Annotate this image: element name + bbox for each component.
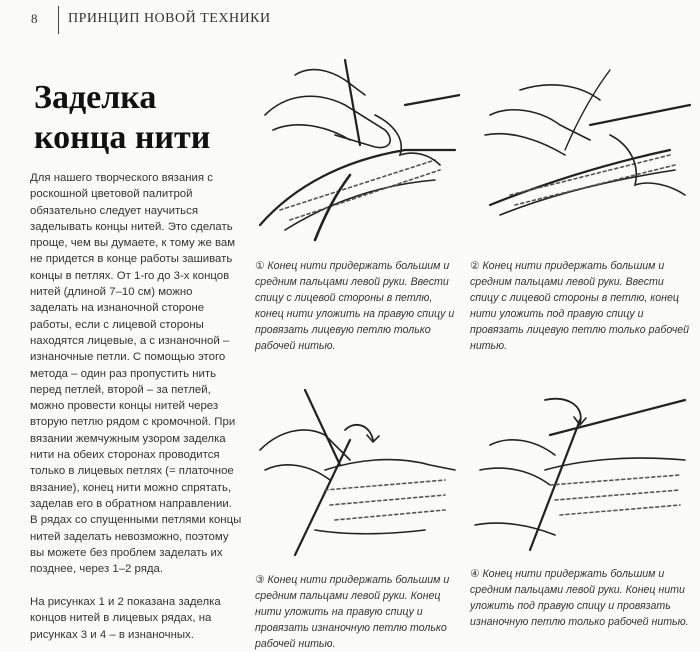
figure-1-illustration (255, 55, 460, 250)
figure-2-caption: ② Конец нити придержать большим и средним пальцами левой руки. Ввести спицу с лицевой стороны в петлю, конец нити уложить под правую спицу и провязать лицевую петлю только рабочей нитью. (470, 260, 690, 352)
title-line-1: Заделка (34, 79, 157, 116)
figure-3-illustration (255, 380, 460, 560)
running-title: ПРИНЦИП НОВОЙ ТЕХНИКИ (68, 11, 271, 26)
figure-2-illustration (470, 55, 695, 250)
figure-2-drawing (470, 55, 695, 250)
body-paragraph-2: На рисунках 1 и 2 показана заделка концов нитей в лицевых рядах, на рисунках 3 и 4 – в изнаночных. (30, 596, 221, 641)
figure-4-caption: ④ Конец нити придержать большим и средним пальцами левой руки. Конец нити уложить под правую спицу и провязать изнаночную петлю только рабочей нитью. (470, 568, 689, 628)
figure-4-drawing (470, 375, 695, 560)
page-header (0, 0, 700, 32)
article-title (34, 78, 234, 158)
body-paragraph-1: Для нашего творческого вязания с роскошной цветовой палитрой обязательно следует научиться заделывать концы нитей. Это сделать проще, чем вы думаете, к тому же вам не придется в конце работы зашивать концы в петлях. От 1-го до 3-х концов нитей (длиной 7–10 см) можно заделать на изнаночной стороне работы, если с лицевой стороны находятся лицевые, а с изнаночной – изнаночные петли. С помощью этого метода – один раз пропустить нить перед петлей, второй – за петлей, можно провести концы нитей через вторую петлю рядом с кромочной. При вязании жемчужным узором заделка нити на обеих сторонах проводится только в лицевых петлях (= платочное вязание), конец нити можно спрятать, заделав его в обратном направлении. В рядах со спущенными петлями концы нитей заделать невозможно, поэтому вы можете без проблем заделать их позднее, через 1–2 ряда. (30, 172, 242, 576)
figure-3-caption: ③ Конец нити придержать большим и средним пальцами левой руки. Конец нити уложить на правую спицу и провязать изнаночную петлю только рабочей нитью. (255, 574, 450, 650)
header-divider (58, 6, 59, 34)
figure-1-caption: ① Конец нити придержать большим и средним пальцами левой руки. Ввести спицу с лицевой стороны в петлю, конец нити уложить на правую спицу и провязать лицевую петлю только рабочей нитью. (255, 260, 455, 352)
title-line-2: конца нити (34, 119, 211, 156)
figure-4-illustration (470, 375, 695, 560)
figure-1-drawing (255, 55, 460, 250)
page-number: 8 (31, 11, 38, 26)
figure-3-drawing (255, 380, 460, 560)
